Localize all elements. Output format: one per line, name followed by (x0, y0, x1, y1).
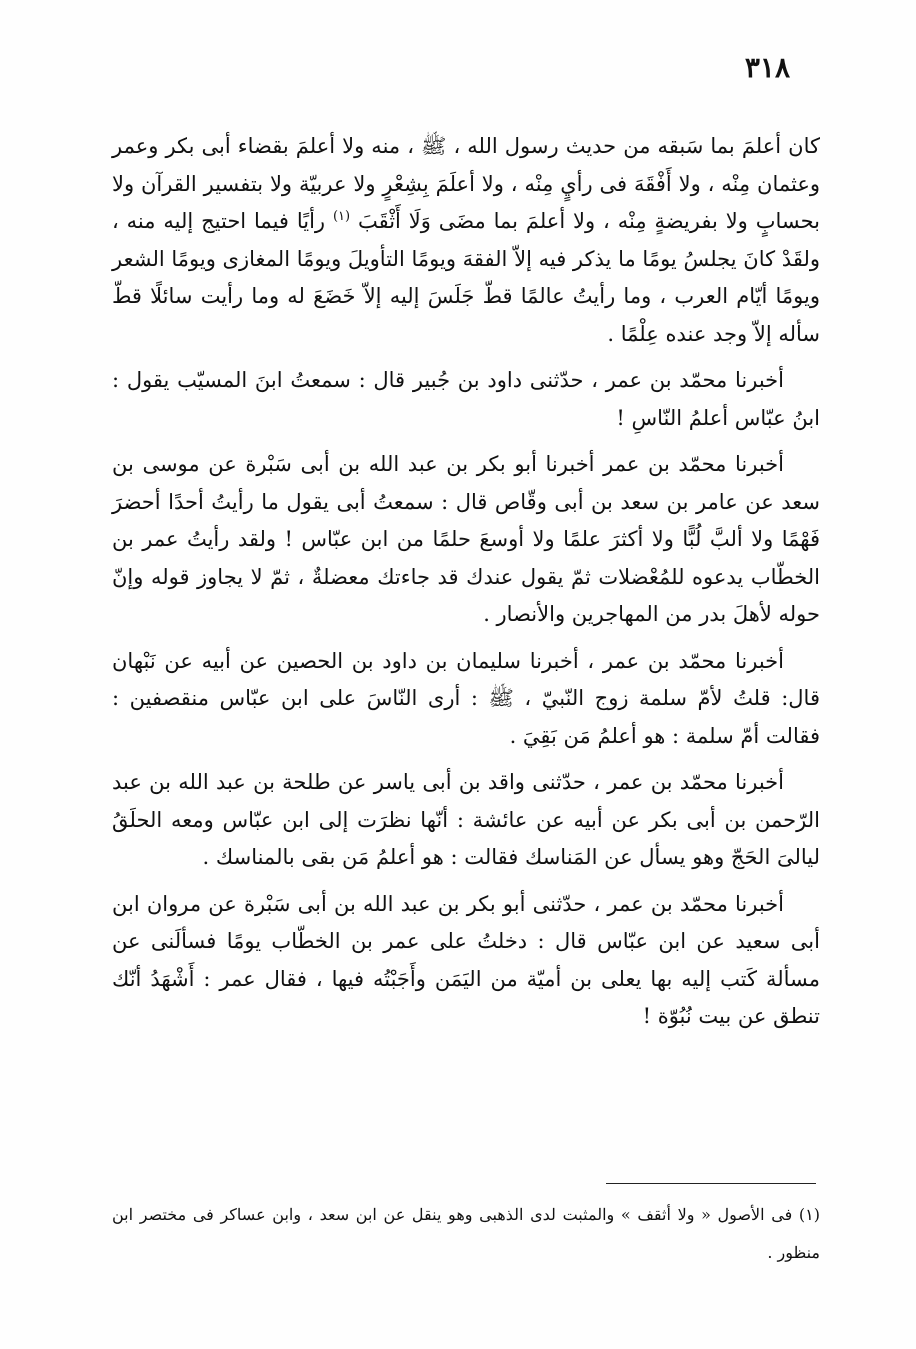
paragraph: أخبرنا محمّد بن عمر أخبرنا أبو بكر بن عبد الله بن أبى سَبْرة عن موسى بن سعد عن عامر بن سعد بن أبى وقّاص قال : سمعتُ أبى يقول ما رأيتُ أحدًا أحضرَ فَهْمًا ولا ألبَّ لُبًّا ولا أكثرَ علمًا ولا أوسعَ حلمًا من ابن عبّاس ! ولقد رأيتُ عمر بن الخطّاب يدعوه للمُعْضلات ثمّ يقول عندك قد جاءتك معضلةٌ ، ثمّ لا يجاوز قوله وإنّ حوله لأهلَ بدر من المهاجرين والأنصار . (112, 452, 820, 626)
page-number: ٣١٨ (744, 51, 790, 84)
paragraph-text: رأيًا فيما احتيج إليه منه ، ولقَدْ كانَ يجلسُ يومًا ما يذكر فيه إلاّ الفقهَ ويومًا التأويلَ ويومًا المغازى ويومًا الشعر ويومًا أيّام العرب ، وما رأيتُ عالمًا قطّ جَلَسَ إليه إلاّ خَضَعَ له وما رأيت سائلًا قطّ سأله إلاّ وجد عنده عِلْمًا . (112, 209, 820, 346)
paragraph (112, 128, 820, 353)
footnotes (112, 1196, 820, 1272)
main-text (112, 128, 820, 1045)
paragraph: أخبرنا محمّد بن عمر ، حدّثنى واقد بن أبى ياسر عن طلحة بن عبد الله بن عبد الرّحمن بن أبى بكر عن أبيه عن عائشة : أنّها نظرَت إلى ابن عبّاس ومعه الحلَقُ ليالىَ الحَجّ وهو يسأل عن المَناسك فقالت : هو أعلمُ مَن بقى بالمناسك . (112, 770, 820, 869)
paragraph: أخبرنا محمّد بن عمر ، حدّثنى داود بن جُبير قال : سمعتُ ابنَ المسيّب يقول : ابنُ عبّاس أعلمُ النّاسِ ! (112, 368, 820, 430)
paragraph-text: كان أعلمَ بما سَبقه من حديث رسول الله ، ﷺ ، منه ولا أعلمَ بقضاء أبى بكر وعمر وعثمان مِنْه ، ولا أَفْقَهَ فى رأيٍ مِنْه ، ولا أعلَمَ بِشِعْرٍ ولا عربيّة ولا بتفسير القرآن ولا بحسابٍ ولا بفريضةٍ مِنْه ، ولا أعلمَ بما مضَى وَلَا أَثْقَبَ (112, 134, 821, 233)
paragraph: أخبرنا محمّد بن عمر ، حدّثنى أبو بكر بن عبد الله بن أبى سَبْرة عن مروان ابن أبى سعيد عن ابن عبّاس قال : دخلتُ على عمر بن الخطّاب يومًا فسألَنى عن مسألة كَتب إليه بها يعلى بن أميّة من اليَمَن وأَجَبْتُه فيها ، فقال عمر : أَشْهَدُ أنّك تنطق عن بيت نُبُوّة ! (112, 891, 820, 1028)
paragraph: أخبرنا محمّد بن عمر ، أخبرنا سليمان بن داود بن الحصين عن أبيه عن نَبْهان قال: قلتُ لأمّ سلمة زوج النّبيّ ، ﷺ : أرى النّاسَ على ابن عبّاس منقصفين : فقالت أمّ سلمة : هو أعلمُ مَن بَقِيَ . (112, 648, 820, 748)
footnote: (١) فى الأصول « ولا أثقف » والمثبت لدى الذهبى وهو ينقل عن ابن سعد ، وابن عساكر فى مختصر ابن منظور . (112, 1205, 820, 1262)
footnote-reference[interactable]: (١) (332, 209, 351, 224)
footnote-divider (606, 1183, 816, 1184)
